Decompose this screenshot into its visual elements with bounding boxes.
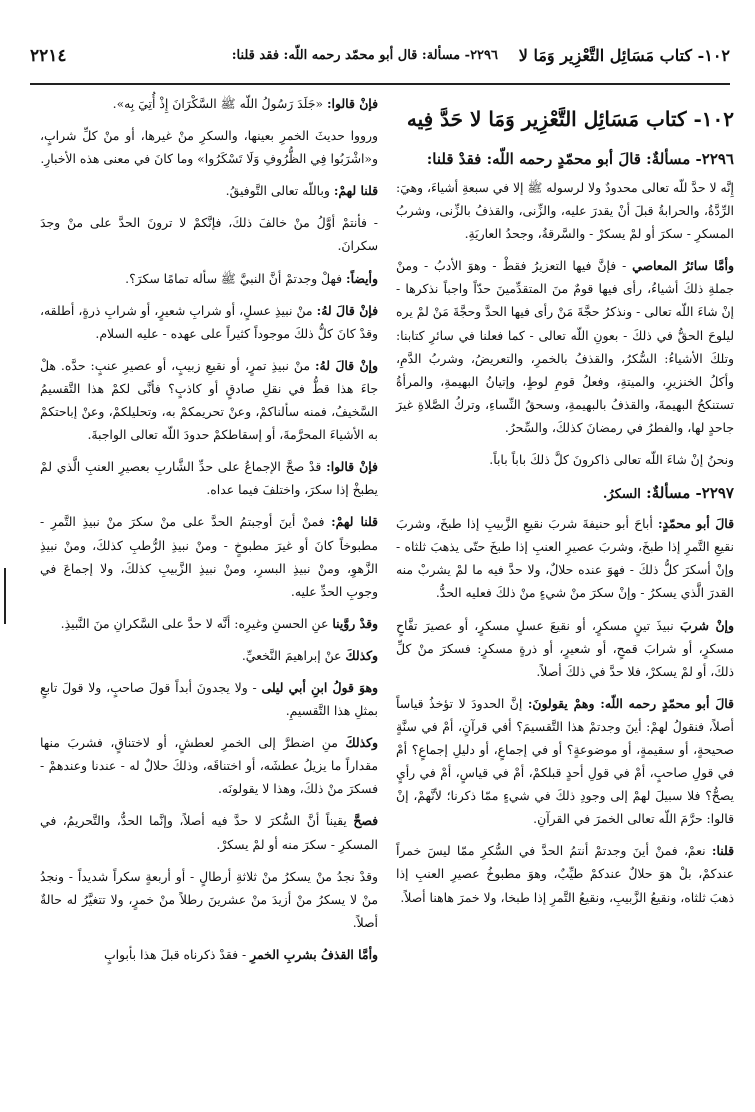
paragraph-text: نعمْ، فمنْ أينَ وجدتمْ أنتمُ الحدَّ في السُّكرِ ممّا ليسَ خمراً عندكمْ، بلْ هوَ حلالٌ عندكمْ طيِّبٌ، وهوَ مطبوخُ عصيرِ العنبِ إذا ذهبَ ثلثاه، ونقيعُ الزَّبيبِ، ونقيعُ التَّمرِ إذا طبخا، ولا خمرَ هاهنا أصلاً. xyxy=(396,843,734,905)
paragraph-text: - فقدْ ذكرناه قبلَ هذا بأبوابٍ xyxy=(103,946,247,962)
paragraph xyxy=(396,512,734,604)
margin-mark xyxy=(4,568,6,624)
paragraph-text: قدْ صحَّ الإجماعُ على حدِّ الشَّاربِ بعصيرِ العنبِ الَّذي لمْ يطبخْ إذا سكرَ، واختلفَ فيما عداه. xyxy=(40,459,378,498)
paragraph-text: - ولا يجدونَ أبداً قولَ صاحبٍ، ولا قولَ تابعٍ بمثلِ هذا التَّقسيمِ. xyxy=(40,679,378,719)
paragraph-text: نبيذَ تينٍ مسكرٍ، أو نقيعَ عسلٍ مسكرٍ، أو عصيرَ تفَّاحٍ مسكرٍ، أو شرابَ قمحٍ، أو شعيرٍ، أو ذرةٍ مسكرٍ: فسكرَ منْ كلِّ ذلكَ، أو لمْ يسكرْ، فلا حدَّ في ذلكَ أصلاً. xyxy=(396,617,734,679)
running-header-section: ٢٢٩٦- مسألة: قال أبو محمّد رحمه اللّه: فقد قلنا: xyxy=(231,48,498,63)
paragraph-lead: وهوَ قولُ ابنِ أبي ليلى xyxy=(261,679,378,695)
paragraph xyxy=(40,644,378,667)
paragraph-text: - فإنَّ فيها التعزيرُ فقطْ - وهوَ الأدبُ - ومنْ جملةِ ذلكَ أشياءُ، رأى فيها قومٌ منَ المتقدِّمينَ حدّاً واجباً نذكرها - إنْ شاءَ اللّه تعالى - ونذكرُ حجَّةَ مَنْ رأى فيها الحدَّ وحجَّةَ مَنْ لمْ يره ليلوحَ الحقُّ في ذلكَ - بعونِ اللّه تعالى - كما فعلنا في سائرِ كتابنا: وتلكَ الأشياءُ: السُّكرُ، والقذفُ بالخمرِ، والتعريضُ، وشربُ الدَّمِ، وأكلُ الخنزيرِ، والميتةِ، وفعلُ قومِ لوطٍ، وإتيانُ البهيمةِ، والمرأةُ تستنكحُ البهيمةَ، والقذفُ بالبهيمةِ، وسحقُ النِّساءِ، وتركُ الصَّلاةِ غيرَ جاحدٍ لها، والفطرُ في رمضانَ كذلكَ، والسِّحرُ. xyxy=(396,258,734,435)
paragraph-lead: قلنا لهمْ: xyxy=(331,514,378,530)
paragraph-lead: فإنْ قالَ لهُ: xyxy=(316,302,378,318)
masala-heading-sub: السكرُ. xyxy=(602,487,641,503)
paragraph: إِنَّه لا حدَّ للّه تعالى محدودٌ ولا لرسوله ﷺ إلا في سبعةِ أشياءَ، وهيَ: الرِّدَّةُ، والحرابةُ قبلَ أنْ يقدرَ عليه، والزِّنى، والقذفُ بالزِّنى، وشربُ المسكرِ - سكرَ أو لمْ يسكرْ - والسَّرقةُ، وجحدُ العاريَةِ. xyxy=(396,180,734,242)
paragraph-lead: قالَ أبو محمّدٍ: xyxy=(657,516,734,532)
paragraph xyxy=(40,179,378,202)
paragraph-text: عنِ الحسنِ وغيرِه: أنَّه لا حدَّ على السَّكرانِ منَ النَّبيذِ. xyxy=(60,615,329,631)
paragraph xyxy=(396,614,734,683)
paragraph-lead: وإنْ قالَ لهُ: xyxy=(314,357,378,373)
paragraph-lead: وكذلكَ xyxy=(345,735,378,751)
paragraph-lead: فإنْ قالوا: xyxy=(326,96,378,111)
paragraph-text: أباحَ أبو حنيفةَ شربَ نقيعِ الزَّبيبِ إذا طبخَ، وشربَ نقيعِ التَّمرِ إذا طبخَ، وشربَ عصيرِ العنبِ إذا طبخَ حتّى يذهبَ ثلثاه - وإنْ أسكرَ كلُّ ذلكَ - فهوَ عنده حلالٌ، ولا حدَّ فيه ما لمْ يشربْ منه القدرَ الَّذي يسكرُ - وإنْ سكرَ منْ شيءٍ منْ ذلكَ فعليه الحدُّ. xyxy=(396,516,734,601)
paragraph xyxy=(40,354,378,446)
paragraph: ونحنُ إنْ شاءَ اللّه تعالى ذاكرونَ كلَّ ذلكَ باباً باباً. xyxy=(489,452,734,468)
paragraph-text: إنَّ الحدودَ لا تؤخذُ قياساً أصلاً، فنقولُ لهمْ: أينَ وجدتمْ هذا التَّقسيمَ؟ أفي قرآنٍ، أمْ في سنَّةٍ صحيحةٍ، أو سقيمةٍ، أو موضوعةٍ؟ أو في إجماعٍ، أو دليلِ إجماعٍ؟ أمْ في قولِ صاحبٍ، أمْ في قولِ أحدٍ قبلكمْ، أمْ في قياسٍ، أمْ في رأيٍ يصحُّ؟ فلا سبيلَ لهمْ إلى وجودِ ذلكَ في شيءٍ ممّا ذكرنا؛ لأنَّهمْ، إنْ قالوا: حرَّمَ اللّه تعالى الخمرَ في القرآنِ. xyxy=(396,695,734,827)
masala-heading-main: ٢٢٩٧- مسألةٌ: xyxy=(646,484,734,503)
paragraph-lead: فصحَّ xyxy=(353,813,378,829)
paragraph-text: فمنْ أينَ أوجبتمُ الحدَّ على منْ سكرَ منْ نبيذِ التَّمرِ - مطبوخاً كانَ أو غيرَ مطبوخٍ - ومنْ نبيذِ الرُّطبِ كذلكَ، ومنْ نبيذِ الزَّهوِ، ومنْ نبيذِ البسرِ، ومنْ نبيذِ الزَّبيبِ كذلكَ، ولا إجماعَ في وجوبِ الحدِّ عليه. xyxy=(40,514,378,599)
paragraph-lead: فإنْ قالوا: xyxy=(326,459,378,475)
paragraph xyxy=(40,510,378,602)
paragraph-text: منْ نبيذِ عسلٍ، أو شرابِ شعيرٍ، أو شرابِ ذرةٍ، أطلقه، وقدْ كانَ كلُّ ذلكَ موجوداً كثيراً على عهده - عليه السلام. xyxy=(40,302,378,341)
paragraph xyxy=(396,839,734,908)
paragraph-text: وباللّه تعالى التَّوفيقُ. xyxy=(225,183,330,199)
paragraph-text: منِ اضطرَّ إلى الخمرِ لعطشٍ، أو لاختناقٍ، فشربَ منها مقداراً ما يزيلُ عطشَه، أو اختناقَه، وذلكَ حلالٌ له - عندنا وعندهمْ - فسكرَ منْ ذلكَ، وهذا لا يقولونَه. xyxy=(40,735,378,797)
page-number: ٢٢١٤ xyxy=(30,46,67,66)
paragraph-lead: قلنا: xyxy=(711,843,734,859)
paragraph-lead: وإنْ شربَ xyxy=(679,617,734,633)
paragraph xyxy=(40,267,378,290)
left-column xyxy=(40,92,378,975)
paragraph xyxy=(40,612,378,635)
paragraph-text: فهلْ وجدتمْ أنَّ النبيَّ ﷺ سأله تمامًا سكرَ؟. xyxy=(125,270,343,286)
paragraph xyxy=(40,92,378,115)
paragraph xyxy=(40,809,378,855)
paragraph-lead: قالَ أبو محمّدٍ رحمه اللّه: وهمْ يقولونَ: xyxy=(527,695,734,711)
chapter-heading: ١٠٢- كتاب مَسَائِل التَّعْزِير وَمَا لا حَدَّ فِيه xyxy=(406,107,734,131)
paragraph-text: يقيناً أنَّ السُّكرَ لا حدَّ فيه أصلاً، وإنَّما الحدُّ، والتَّحريمُ، في المسكرِ - سكرَ منه أو لمْ يسكرْ. xyxy=(40,813,378,852)
paragraph xyxy=(396,254,734,439)
paragraph-text: «جَلَدَ رَسُولُ اللّه ﷺ السَّكْرَانَ إِذْ أُتِيَ بِه». xyxy=(112,96,324,111)
paragraph: - فأنتمْ أوَّلُ منْ خالفَ ذلكَ، فإنَّكمْ لا ترونَ الحدَّ على منْ وجدَ سكرانَ. xyxy=(40,215,378,254)
masala-2297-heading xyxy=(396,480,734,508)
masala-2296-heading: ٢٢٩٦- مسألةٌ: قالَ أبو محمّدٍ رحمه اللّه: فقدْ قلنا: xyxy=(426,150,734,168)
paragraph xyxy=(40,455,378,501)
paragraph-lead: وأمَّا سائرُ المعاصي xyxy=(632,258,734,274)
running-header-title: ١٠٢- كتاب مَسَائِل التَّعْزِير وَمَا لا xyxy=(518,46,730,65)
paragraph-lead: وأيضاً: xyxy=(346,270,378,286)
right-column xyxy=(396,104,734,918)
paragraph xyxy=(40,731,378,800)
paragraph xyxy=(40,943,378,966)
paragraph xyxy=(40,299,378,345)
paragraph-text: منْ نبيذِ تمرٍ، أو نقيعِ زبيبٍ، أو عصيرِ عنبٍ: حدَّه. هلْ جاءَ هذا قطُّ في نقلِ صادقٍ أو كاذبٍ؟ فأنَّى لكمْ هذا التَّقسيمُ السَّخيفُ، فمنه سألناكمْ، وعنْ تحريمكمْ به، وتحليلكمْ، وعنْ إباحتكمْ به الأشياءَ المحرَّمةَ، أو إسقاطكمْ حدودَ اللّه تعالى الواجبةَ. xyxy=(40,357,378,443)
paragraph-lead: قلنا لهمْ: xyxy=(333,183,378,199)
paragraph-lead: وقدْ روَّينا xyxy=(332,615,378,631)
paragraph-text: عنْ إبراهيمَ النَّخعيِّ. xyxy=(241,647,342,663)
paragraph xyxy=(40,676,378,722)
paragraph: وقدْ نجدُ منْ يسكرُ منْ ثلاثةِ أرطالٍ - أو أربعةٍ سكراً شديداً - ونجدُ منْ لا يسكرُ منْ أزيدَ منْ عشرينَ رطلاً منْ خمرٍ، ولا تتغيَّرُ له حالةٌ أصلاً. xyxy=(40,868,378,930)
paragraph-lead: وأمَّا القذفُ بشربِ الخمرِ xyxy=(250,946,378,962)
paragraph: ورووا حديثَ الخمرِ بعينها، والسكرِ منْ غيرها، أو منْ كلِّ شرابٍ، و«اشْرَبُوا فِي الظُّرُوفِ وَلَا تَسْكَرُوا» وما كانَ في معنى هذه الأخبارِ. xyxy=(40,128,378,167)
running-header xyxy=(30,40,730,80)
paragraph-lead: وكذلكَ xyxy=(345,647,378,663)
header-rule xyxy=(30,83,730,85)
paragraph xyxy=(396,692,734,831)
